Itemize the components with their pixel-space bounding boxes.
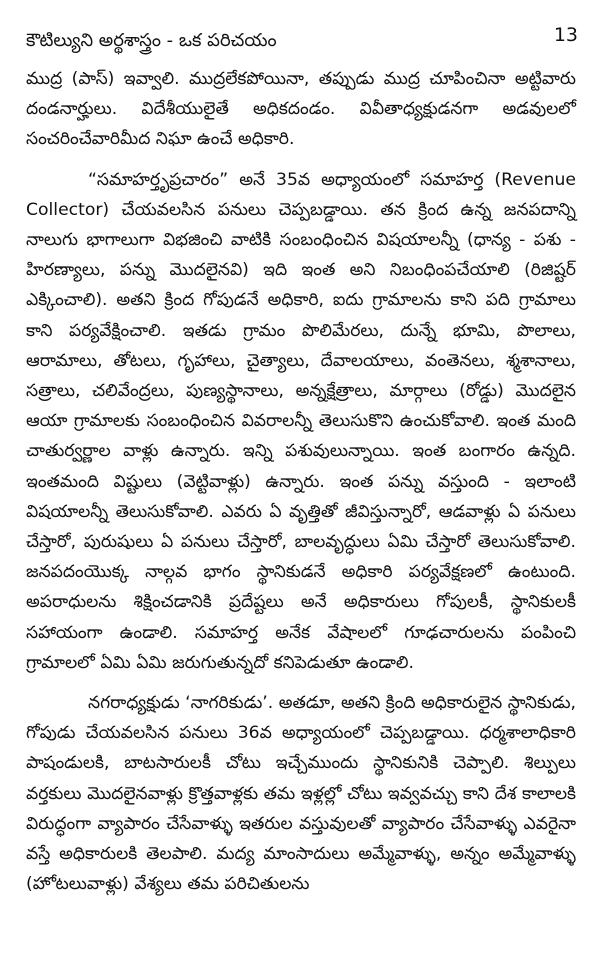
paragraph: “సమాహర్తృప్రచారం” అనే 35వ అధ్యాయంలో సమాహర్త (Revenue Collector) చేయవలసిన పనులు చెప్పబడ్డాయి. తన క్రింద ఉన్న జనపదాన్ని నాలుగు భాగాలుగా విభజించి వాటికి సంబంధించిన విషయాలన్నీ (ధాన్య - పశు - హిరణ్యాలు, పన్ను మొదలైనవి) ఇది ఇంత అని నిబంధింపచేయాలి (రిజిష్టర్ ఎక్కించాలి). అతని క్రింద గోపుడనే అధికారి, ఐదు గ్రామాలను కాని పది గ్రామాలు కాని పర్యవేక్షించాలి. ఇతడు గ్రామం పొలిమేరలు, దున్నే భూమి, పొలాలు, ఆరామాలు, తోటలు, గృహాలు, చైత్యాలు, దేవాలయాలు, వంతెనలు, శ్మశానాలు, సత్రాలు, చలివేంద్రలు, పుణ్యస్థానాలు, అన్నక్షేత్రాలు, మార్గాలు (రోడ్డు) మొదలైన ఆయా గ్రామాలకు సంబంధించిన వివరాలన్నీ తెలుసుకొని ఉంచుకోవాలి. ఇంత మంది చాతుర్వర్ణాల వాళ్లు ఉన్నారు. ఇన్ని పశువులున్నాయి. ఇంత బంగారం ఉన్నది. ఇంతమంది విష్టులు (వెట్టివాళ్లు) ఉన్నారు. ఇంత పన్ను వస్తుంది - ఇలాంటి విషయాలన్నీ తెలుసుకోవాలి. ఎవరు ఏ వృత్తితో జీవిస్తున్నారో, ఆడవాళ్లు ఏ పనులు చేస్తారో, పురుషులు ఏ పనులు చేస్తారో, బాలవృద్ధులు ఏమి చేస్తారో తెలుసుకోవాలి. జనపదంయొక్క నాల్గవ భాగం స్థానికుడనే అధికారి పర్యవేక్షణలో ఉంటుంది. అపరాధులను శిక్షించడానికి ప్రదేష్టలు అనే అధికారులు గోపులకీ, స్థానికులకీ సహాయంగా ఉండాలి. సమాహర్త అనేక వేషాలలో గూఢచారులను పంపించి గ్రామాలలో ఏమి ఏమి జరుగుతున్నదో కనిపెడుతూ ఉండాలి. — [26, 169, 576, 673]
page-number: 13 — [553, 24, 578, 46]
paragraph: ముద్ర (పాస్) ఇవ్వాలి. ముద్రలేకపోయినా, తప్పుడు ముద్ర చూపించినా అట్టివారు దండనార్హులు. విదేశీయులైతే అధికదండం. వివీతాధ్యక్షుడనగా అడవులలో సంచరించేవారిమీద నిఘా ఉంచే అధికారి. — [26, 69, 576, 150]
running-title: కౌటిల్యుని అర్థశాస్త్రం - ఒక పరిచయం — [26, 30, 277, 51]
page-header — [26, 24, 578, 58]
paragraph: నగరాధ్యక్షుడు ‘నాగరికుడు’. అతడూ, అతని క్రింది అధికారులైన స్థానికుడు, గోపుడు చేయవలసిన పనులు 36వ అధ్యాయంలో చెప్పబడ్డాయి. ధర్మశాలాధికారి పాషండులకి, బాటసారులకీ చోటు ఇచ్చేముందు స్థానికునికి చెప్పాలి. శిల్పులు వర్తకులు మొదలైనవాళ్లు క్రొత్తవాళ్లకు తమ ఇళ్లల్లో చోటు ఇవ్వవచ్చు కాని దేశ కాలాలకి విరుద్ధంగా వ్యాపారం చేసేవాళ్ళు ఇతరుల వస్తువులతో వ్యాపారం చేసేవాళ్ళు ఎవరైనా వస్తే అధికారులకి తెలపాలి. మద్య మాంసాదులు అమ్మేవాళ్ళు, అన్నం అమ్మేవాళ్ళు (హోటలువాళ్లు) వేశ్యలు తమ పరిచితులను — [26, 693, 576, 895]
page-body — [26, 64, 576, 903]
